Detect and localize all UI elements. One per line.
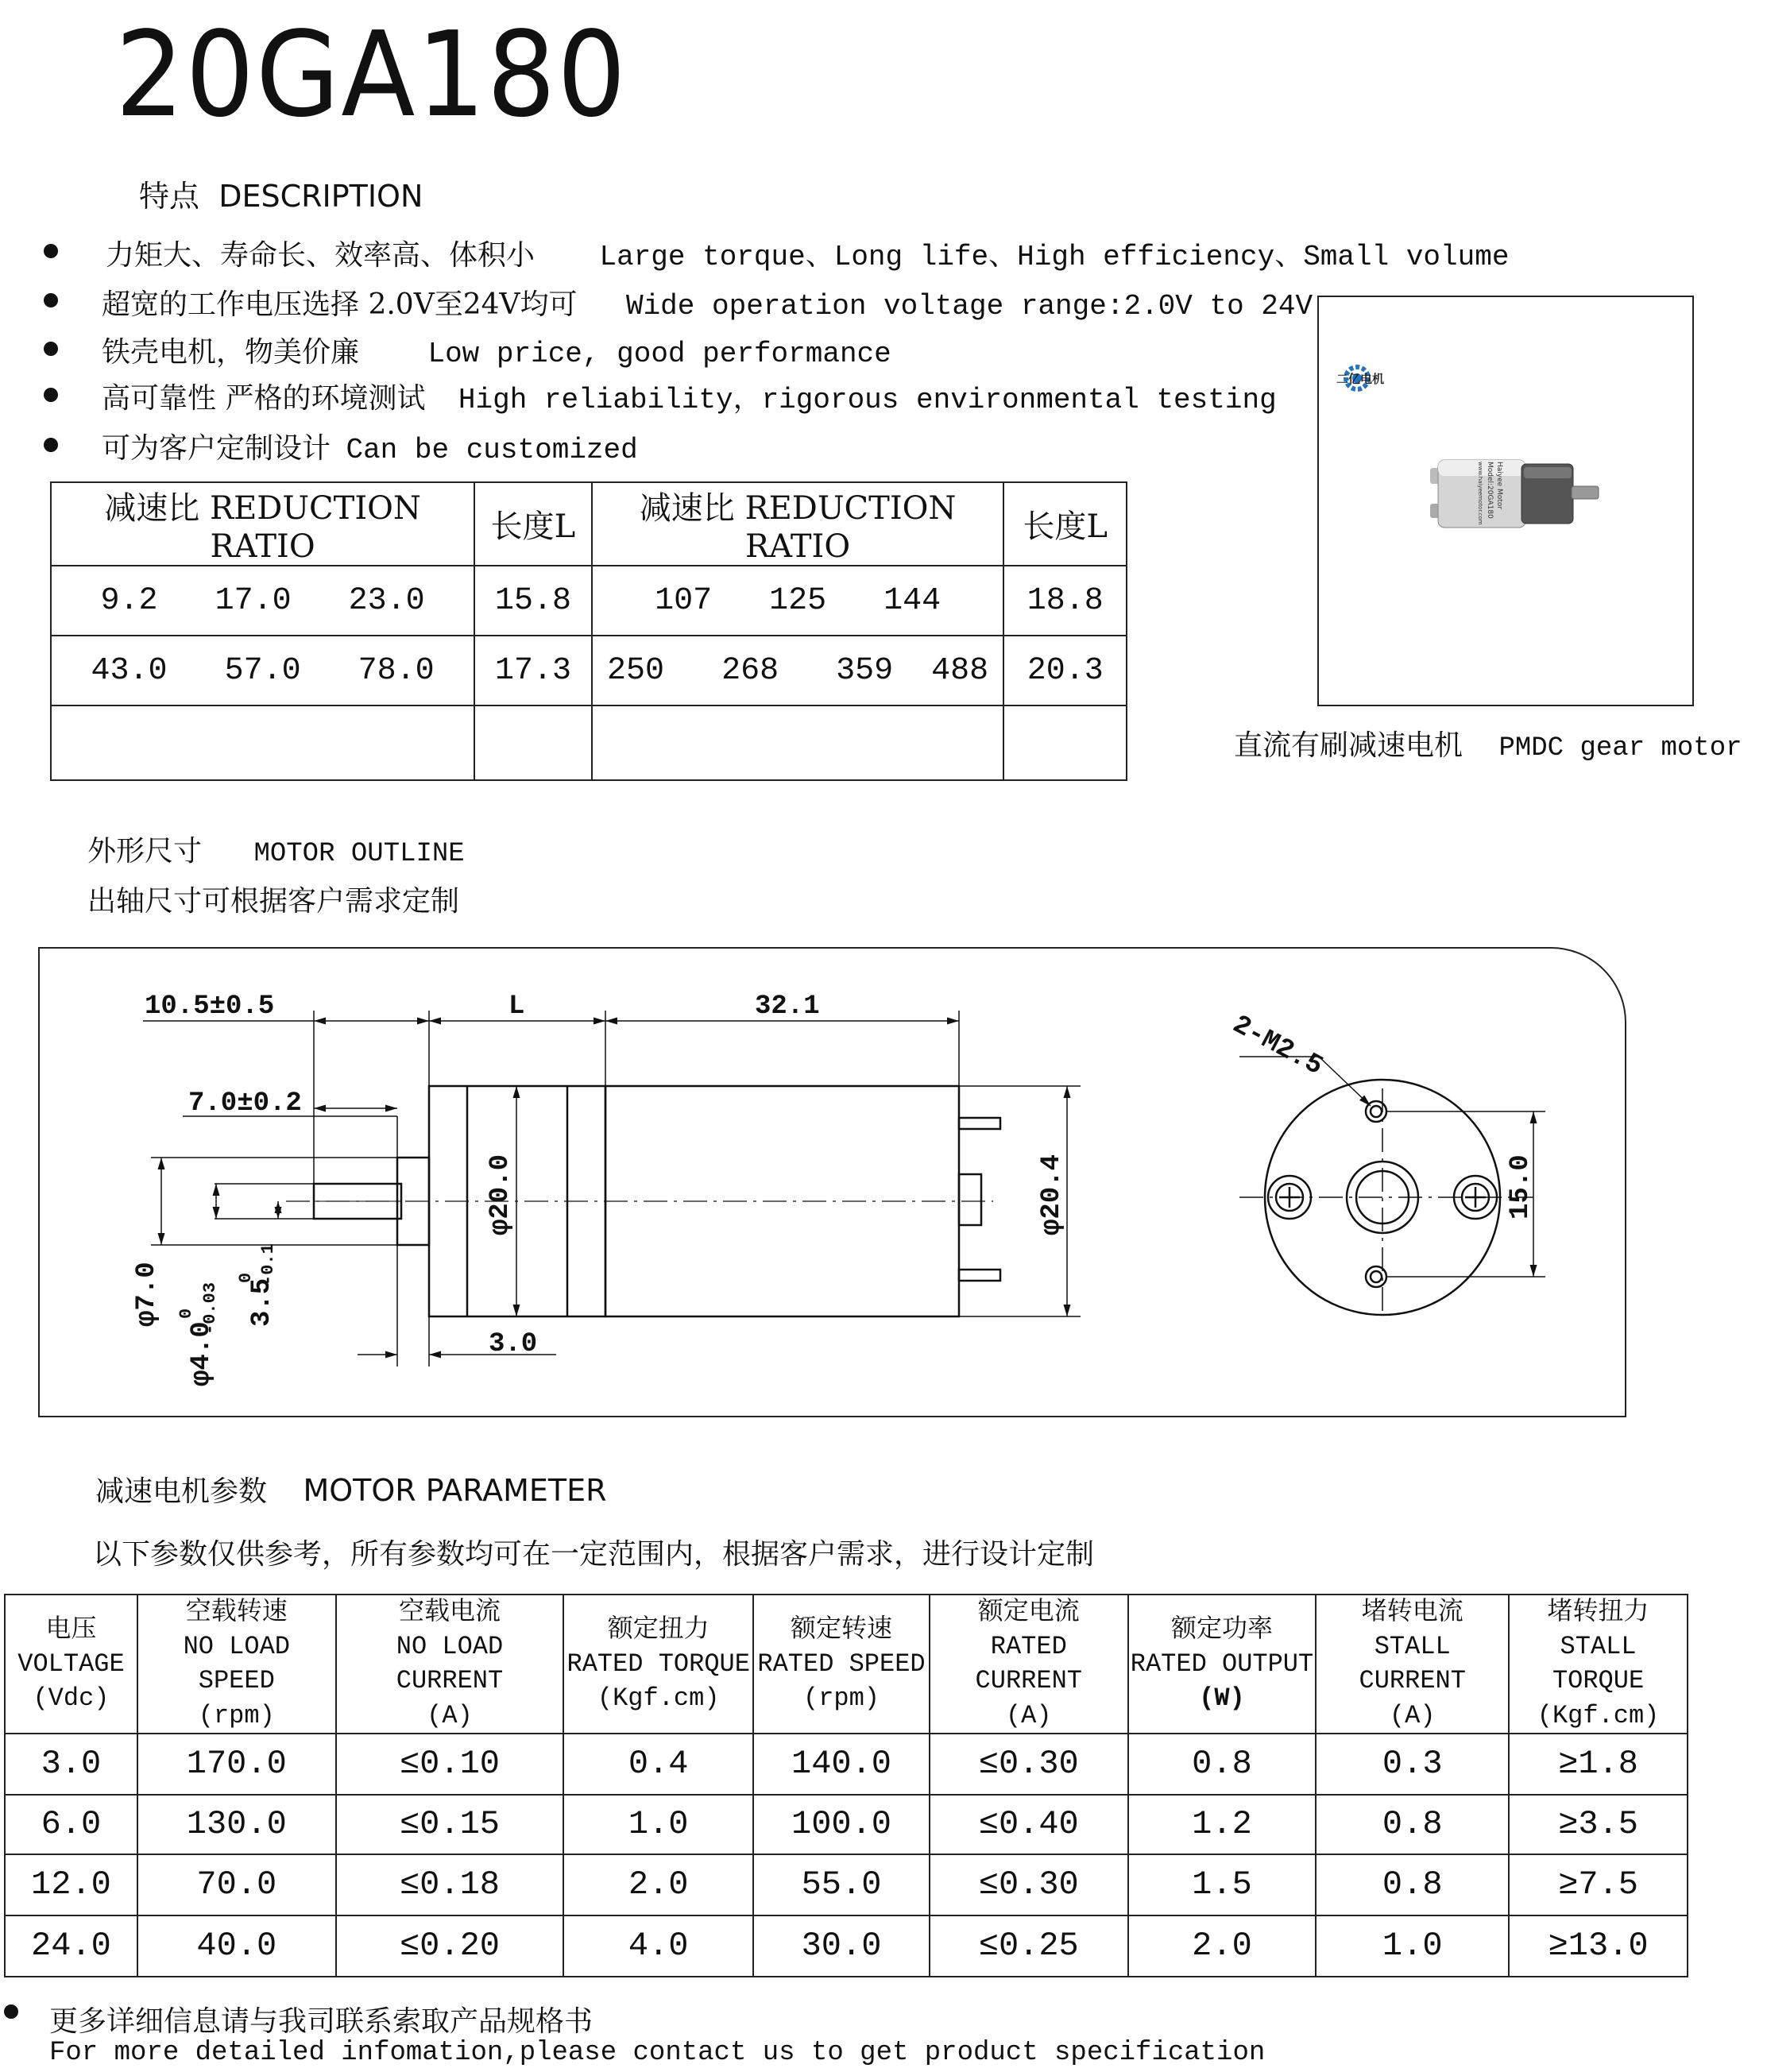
dim-shaft-tol-top: 0 [176, 1308, 196, 1319]
table-cell: 6.0 [5, 1795, 137, 1854]
table-cell: ≤0.10 [336, 1734, 564, 1795]
table-cell: 40.0 [137, 1915, 336, 1977]
table-cell: ≥1.8 [1509, 1734, 1688, 1795]
table-cell: ≤0.30 [930, 1734, 1128, 1795]
table-cell: 3.0 [5, 1734, 137, 1795]
table-cell: 55.0 [753, 1854, 930, 1915]
header-cell: 减速比 REDUCTION RATIO [51, 482, 474, 566]
description-heading-cn: 特点 [139, 179, 200, 214]
label-line: www.haiyeemotor.com [1477, 462, 1483, 525]
dim-flange-diameter: φ7.0 [132, 1262, 162, 1327]
table-cell: 2.0 [1128, 1915, 1317, 1977]
footer-en: For more detailed infomation,please contact us to get product specification [49, 2038, 1266, 2068]
label-line: Haiyee Motor [1495, 462, 1503, 510]
table-cell: 1.2 [1128, 1795, 1317, 1854]
table-cell: 20.3 [1003, 636, 1127, 705]
feature-item: 高可靠性 严格的环境测试 High reliability，rigorous environmental testing [102, 382, 1277, 416]
table-cell: 12.0 [5, 1854, 137, 1915]
table-cell: 17.3 [474, 636, 592, 705]
header-cell: 长度L [474, 482, 592, 566]
parameter-heading: 减速电机参数 MOTOR PARAMETER [95, 1473, 607, 1508]
table-cell: 1.0 [563, 1795, 753, 1854]
dim-flange-thickness: 3.0 [489, 1329, 538, 1359]
logo-text: 二亿电机 [1336, 372, 1385, 386]
table-row [5, 1795, 1688, 1854]
header-cell: 额定电流 RATED CURRENT (A) [930, 1595, 1128, 1734]
table-cell: ≥7.5 [1509, 1854, 1688, 1915]
page-title: 20GA180 [115, 6, 628, 143]
table-cell: 107 125 144 [592, 566, 1004, 636]
table-cell: 130.0 [137, 1795, 336, 1854]
outline-note: 出轴尺寸可根据客户需求定制 [87, 885, 460, 918]
table-row [5, 1734, 1688, 1795]
dim-motor-length: 32.1 [755, 992, 820, 1022]
feature-item: 可为客户定制设计 Can be customized [102, 432, 638, 466]
outline-heading: 外形尺寸 MOTOR OUTLINE [87, 835, 465, 869]
header-cell: 减速比 REDUCTION RATIO [592, 482, 1004, 566]
table-cell: ≥13.0 [1509, 1915, 1688, 1977]
dim-screw-holes: 2-M2.5 [1227, 1010, 1328, 1083]
table-cell: 0.8 [1316, 1795, 1509, 1854]
table-cell: ≤0.18 [336, 1854, 564, 1915]
table-cell: 0.4 [563, 1734, 753, 1795]
label-line: Model:20GA180 [1486, 462, 1494, 519]
table-cell: 1.5 [1128, 1854, 1317, 1915]
table-cell: 18.8 [1003, 566, 1127, 636]
feature-item: 超宽的工作电压选择 2.0V至24V均可 Wide operation voltage range:2.0V to 24V [102, 288, 1313, 323]
dim-flat-depth: 3.5 [247, 1278, 277, 1327]
table-cell: 100.0 [753, 1795, 930, 1854]
table-cell: ≤0.25 [930, 1915, 1128, 1977]
dim-shaft-length: 10.5±0.5 [145, 992, 275, 1022]
header-cell: 额定功率 RATED OUTPUT (W) [1128, 1595, 1317, 1734]
table-cell: 43.0 57.0 78.0 [51, 636, 474, 705]
description-heading-en: DESCRIPTION [218, 179, 423, 214]
table-cell: 30.0 [753, 1915, 930, 1977]
table-cell: 0.3 [1316, 1734, 1509, 1795]
table-cell: 4.0 [563, 1915, 753, 1977]
photo-caption: 直流有刷减速电机 PMDC gear motor [1234, 729, 1742, 763]
header-cell: 空载电流 NO LOAD CURRENT (A) [336, 1595, 564, 1734]
table-cell: 250 268 359 488 [592, 636, 1004, 705]
dim-flat-tol-bottom: -0.1 [258, 1243, 278, 1285]
table-cell: ≤0.15 [336, 1795, 564, 1854]
table-header-row [5, 1595, 1688, 1734]
table-cell: 0.8 [1316, 1854, 1509, 1915]
header-cell: 堵转电流 STALL CURRENT (A) [1316, 1595, 1509, 1734]
dim-hole-spacing: 15.0 [1506, 1154, 1536, 1220]
table-cell: ≥3.5 [1509, 1795, 1688, 1854]
table-cell: 2.0 [563, 1854, 753, 1915]
table-cell: 140.0 [753, 1734, 930, 1795]
table-cell: 1.0 [1316, 1915, 1509, 1977]
header-cell: 额定扭力 RATED TORQUE (Kgf.cm) [563, 1595, 753, 1734]
table-cell: ≤0.40 [930, 1795, 1128, 1854]
dim-gearbox-length: L [508, 992, 525, 1022]
parameter-note: 以下参数仅供参考，所有参数均可在一定范围内，根据客户需求，进行设计定制 [93, 1538, 1095, 1571]
table-cell: 15.8 [474, 566, 592, 636]
table-cell: 9.2 17.0 23.0 [51, 566, 474, 636]
dim-flat-tol-top: 0 [236, 1272, 256, 1283]
table-cell: ≤0.20 [336, 1915, 564, 1977]
dim-flat-length: 7.0±0.2 [188, 1088, 302, 1119]
header-cell: 空载转速 NO LOAD SPEED (rpm) [137, 1595, 336, 1734]
dim-motor-diameter: φ20.4 [1037, 1154, 1067, 1235]
header-cell: 电压 VOLTAGE (Vdc) [5, 1595, 137, 1734]
table-cell: 170.0 [137, 1734, 336, 1795]
table-row [5, 1915, 1688, 1977]
header-cell: 长度L [1003, 482, 1127, 566]
dim-shaft-tol-bottom: -0.03 [200, 1281, 220, 1335]
bullet-icon [4, 2004, 18, 2019]
feature-item: 铁壳电机，物美价廉 Low price, good performance [102, 336, 891, 370]
header-cell: 额定转速 RATED SPEED (rpm) [753, 1595, 930, 1734]
table-row [5, 1854, 1688, 1915]
dim-shaft-diameter: φ4.0 [187, 1321, 217, 1386]
motor-parameter-table [4, 1594, 1688, 1977]
table-cell: 70.0 [137, 1854, 336, 1915]
footer-cn: 更多详细信息请与我司联系索取产品规格书 [49, 2005, 594, 2038]
feature-item: 力矩大、寿命长、效率高、体积小 Large torque、Long life、High efficiency、Small volume [106, 239, 1510, 273]
header-cell: 堵转扭力 STALL TORQUE (Kgf.cm) [1509, 1595, 1688, 1734]
table-cell: 24.0 [5, 1915, 137, 1977]
table-cell: 0.8 [1128, 1734, 1317, 1795]
dim-gearbox-diameter: φ20.0 [485, 1154, 516, 1235]
table-cell: ≤0.30 [930, 1854, 1128, 1915]
